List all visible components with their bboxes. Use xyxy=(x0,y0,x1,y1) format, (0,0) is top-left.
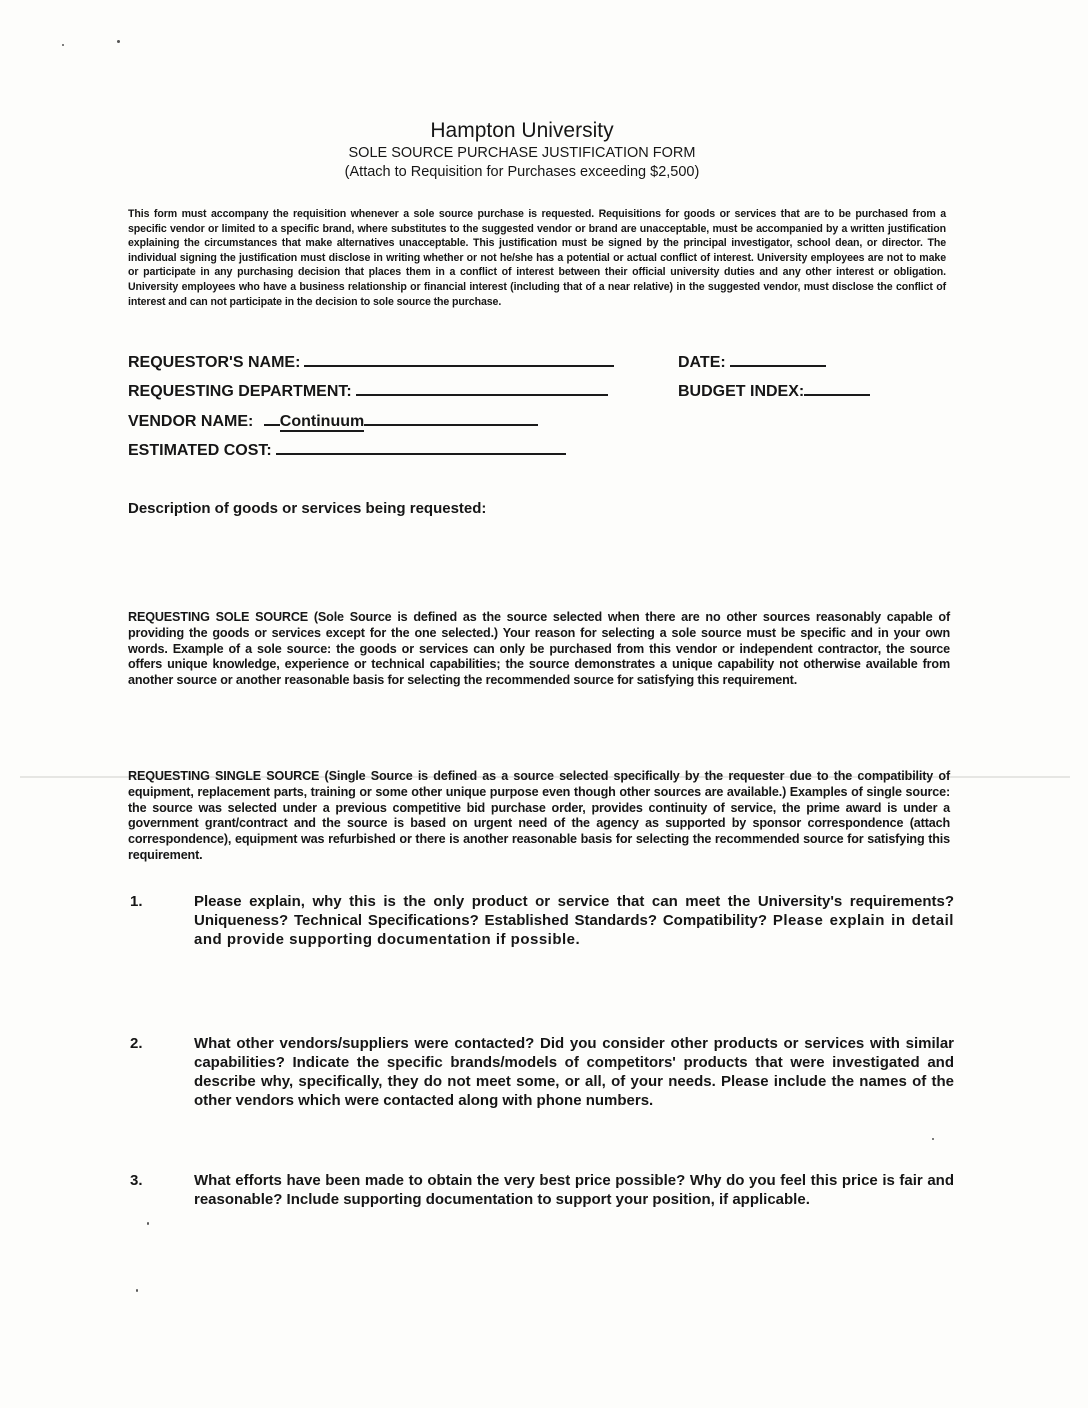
scan-speck xyxy=(932,1138,934,1140)
cost-row xyxy=(128,442,566,460)
question-body: Please explain, why this is the only product or service that can meet the University's requirements? Uniqueness? Technical Specifications? Established Standards? Compatibility? xyxy=(194,893,954,929)
vendor-value[interactable]: Continuum xyxy=(279,413,365,430)
cost-field[interactable] xyxy=(276,449,566,455)
department-label: REQUESTING DEPARTMENT: xyxy=(128,383,352,400)
department-row xyxy=(128,383,608,401)
question-text: What other vendors/suppliers were contacted? Did you consider other products or services with similar capabilities? Indicate the specific brands/models of competitors' products that were investigated and describe why, specifically, they do not meet some, or all, of your needs. Please include the names of the other vendors which were contacted along with phone numbers. xyxy=(194,1035,954,1109)
vendor-row xyxy=(128,413,538,431)
form-header xyxy=(0,118,1044,182)
date-label: DATE: xyxy=(678,354,726,371)
requestor-row xyxy=(128,354,614,372)
page-title: Hampton University xyxy=(430,119,614,142)
question-number: 2. xyxy=(130,1035,143,1052)
question-number: 1. xyxy=(130,893,143,910)
requestor-label: REQUESTOR'S NAME: xyxy=(128,354,301,371)
description-label: Description of goods or services being requested: xyxy=(128,500,487,517)
scan-speck xyxy=(147,1222,149,1225)
vendor-field-tail xyxy=(364,420,538,426)
sole-source-paragraph: REQUESTING SOLE SOURCE (Sole Source is defined as the source selected when there are no other sources reasonably capable of providing the goods or services except for the one selected.) Your reason for selecting a sole source must be specific and in your own words. Example of a sole source: the goods or services can only be purchased from this vendor or independent contractor, the source offers unique knowledge, experience or technical capabilities; the source demonstrates a unique capability not otherwise available from another source or another reasonable basis for selecting the recommended source for satisfying this requirement. xyxy=(128,610,950,688)
question-text: What efforts have been made to obtain the very best price possible? Why do you feel this price is fair and reasonable? Include supporting documentation to support your position, if applicable. xyxy=(194,1172,954,1208)
date-row xyxy=(678,354,826,372)
budget-label: BUDGET INDEX: xyxy=(678,383,805,400)
cost-label: ESTIMATED COST: xyxy=(128,442,272,459)
vendor-field-lead xyxy=(264,420,280,426)
department-field[interactable] xyxy=(356,390,608,396)
vendor-label: VENDOR NAME: xyxy=(128,413,254,430)
form-subtitle: SOLE SOURCE PURCHASE JUSTIFICATION FORM xyxy=(348,145,696,161)
budget-row xyxy=(678,383,870,401)
date-field[interactable] xyxy=(730,361,826,367)
intro-paragraph: This form must accompany the requisition whenever a sole source purchase is requested. Requisitions for goods or services that are to be purchased from a specific vendor or limited to a specific brand, where substitutes to the suggested vendor or brand are unacceptable, must be accompanied by a written justification explaining the circumstances that make alternatives unacceptable. This justification must be signed by the principal investigator, school dean, or director. The individual signing the justification must disclose in writing whether or not he/she has a potential or actual conflict of interest. University employees are not to make or participate in any purchasing decision that places them in a conflict of interest between their official university duties and any other interest or obligation. University employees who have a business relationship or financial interest (including that of a near relative) in the suggested vendor, must disclose the conflict of interest and can not participate in the decision to sole source the purchase. xyxy=(128,208,946,308)
budget-field[interactable] xyxy=(804,390,870,396)
scan-speck xyxy=(62,44,64,46)
scan-speck xyxy=(117,40,120,43)
requestor-field[interactable] xyxy=(304,361,614,367)
question-text xyxy=(194,892,954,949)
question-emphasis: Please explain in detail and provide supporting documentation if possible. xyxy=(194,912,954,948)
form-note: (Attach to Requisition for Purchases exceeding $2,500) xyxy=(344,164,700,180)
question-number: 3. xyxy=(130,1172,143,1189)
single-source-paragraph: REQUESTING SINGLE SOURCE (Single Source is defined as a source selected specifically by the requester due to the compatibility of equipment, replacement parts, training or some other unique purpose even though other sources are available.) Examples of single source: the source was selected under a previous competitive bid purchase order, provides continuity of service, the prime award is under a government grant/contract and the source is based on urgent need of the agency as supported by sponsor correspondence (attach correspondence), equipment was refurbished or there is another reasonable basis for selecting the recommended source for satisfying this requirement. xyxy=(128,769,950,862)
scan-speck xyxy=(136,1289,138,1292)
